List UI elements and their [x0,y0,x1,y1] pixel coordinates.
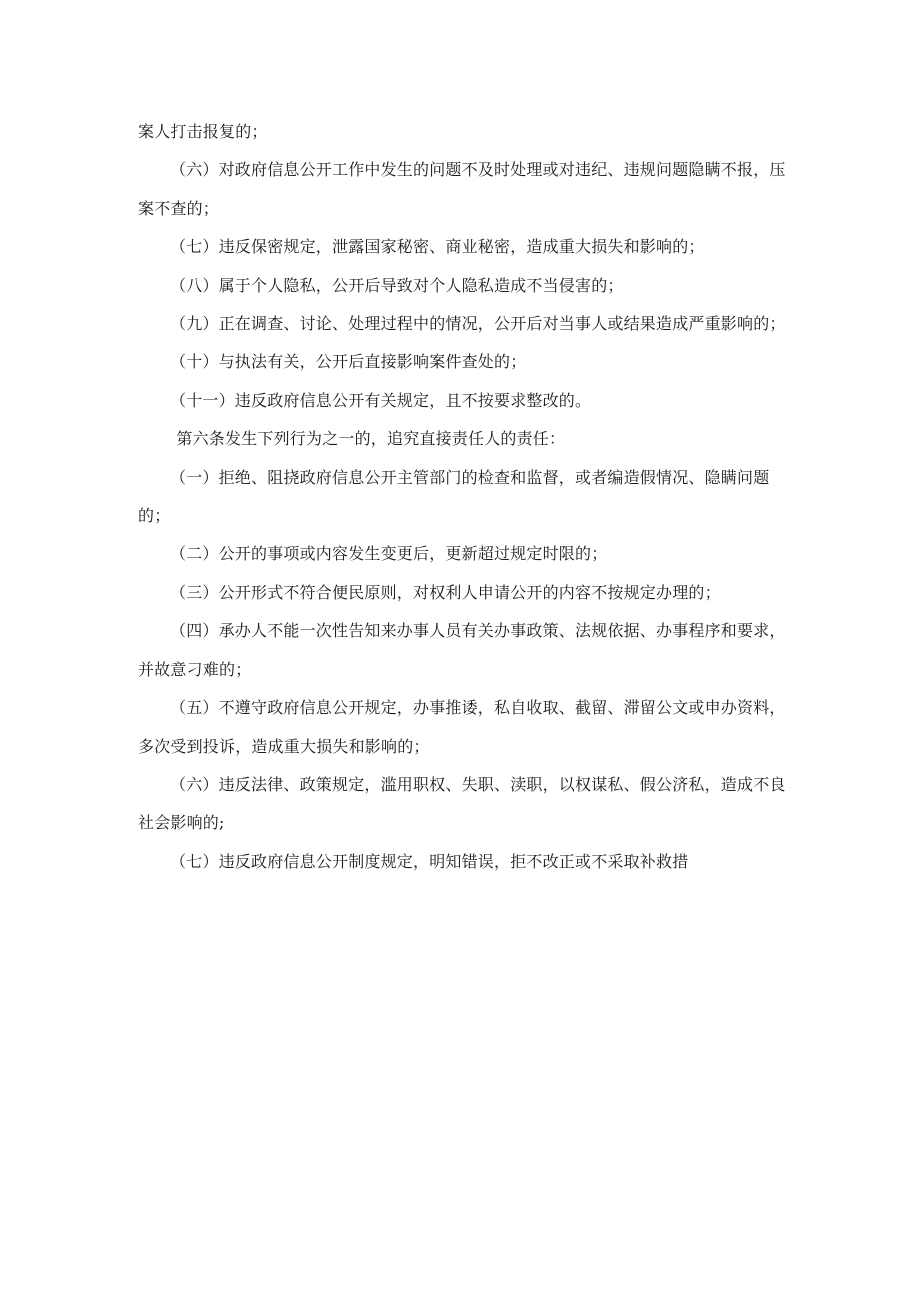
document-body [138,113,788,881]
paragraph-item-7: （七）违反保密规定，泄露国家秘密、商业秘密，造成重大损失和影响的； [170,237,705,257]
paragraph-article6-item-3: （三）公开形式不符合便民原则，对权利人申请公开的内容不按规定办理的； [170,582,721,602]
paragraph-item-11: （十一）违反政府信息公开有关规定，且不按要求整改的。 [170,390,592,410]
article-six-heading: 第六条发生下列行为之一的，追究直接责任人的责任： [176,429,566,449]
paragraph-article6-item-6: （六）违反法律、政策规定，滥用职权、失职、渎职，以权谋私、假公济私，造成不良社会影响的; [138,774,786,833]
paragraph-article6-item-4: （四）承办人不能一次性告知来办事人员有关办事政策、法规依据、办事程序和要求，并故意刁难的； [138,621,786,679]
paragraph-article6-item-2: （二）公开的事项或内容发生变更后，更新超过规定时限的； [170,544,608,564]
paragraph-item-6: （六）对政府信息公开工作中发生的问题不及时处理或对违纪、违规问题隐瞒不报，压案不查的； [138,160,786,218]
paragraph-continuation: 案人打击报复的； [138,122,268,141]
paragraph-item-8: （八）属于个人隐私，公开后导致对个人隐私造成不当侵害的； [170,275,624,295]
paragraph-article6-item-7: （七）违反政府信息公开制度规定，明知错误，拒不改正或不采取补救措 [170,851,689,871]
paragraph-article6-item-5: （五）不遵守政府信息公开规定，办事推诿，私自收取、截留、滞留公文或申办资料，多次受到投诉，造成重大损失和影响的； [138,698,786,756]
paragraph-article6-item-1: （一）拒绝、阻挠政府信息公开主管部门的检查和监督，或者编造假情况、隐瞒问题的； [138,467,770,526]
paragraph-item-9: （九）正在调查、讨论、处理过程中的情况，公开后对当事人或结果造成严重影响的； [170,314,786,334]
paragraph-item-10: （十）与执法有关，公开后直接影响案件查处的； [170,352,527,372]
